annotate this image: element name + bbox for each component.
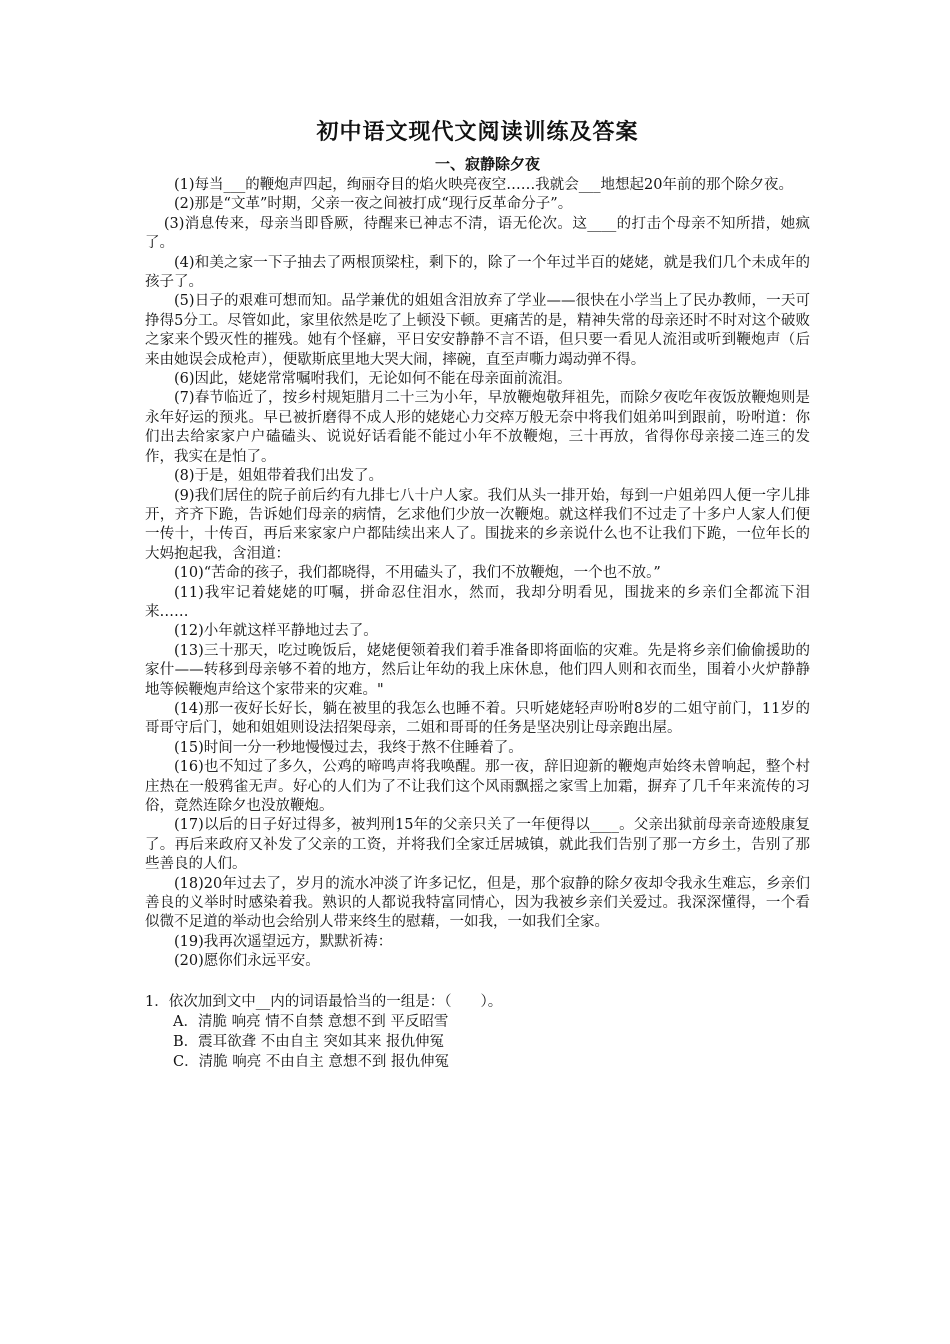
paragraph-3: (3)消息传来，母亲当即昏厥，待醒来已神志不清，语无伦次。这____的打击个母亲不知所措，她疯了。 (145, 215, 810, 252)
spacer (145, 972, 810, 992)
paragraph-15: (15)时间一分一秒地慢慢过去，我终于熬不住睡着了。 (174, 739, 523, 756)
paragraph-13: (13)三十那天，吃过晚饭后，姥姥便领着我们着手准备即将面临的灾难。先是将乡亲们偷偷援助的家什——转移到母亲够不着的地方，然后让年幼的我上床休息，他们四人则和衣而坐，围着小火炉静静地等候鞭炮声给这个家带来的灾难。" (145, 642, 810, 698)
paragraph-8: (8)于是，姐姐带着我们出发了。 (174, 468, 384, 485)
paragraph-11: (11)我牢记着姥姥的叮嘱，拼命忍住泪水，然而，我却分明看见，围拢来的乡亲们全都流下泪来…… (145, 584, 810, 620)
question-1: 1．依次加到文中__内的词语最恰当的一组是：（ ）。 (145, 993, 503, 1010)
paragraph-14: (14)那一夜好长好长，躺在被里的我怎么也睡不着。只听姥姥轻声吩咐8岁的二姐守前门，11岁的哥哥守后门，她和姐姐则设法招架母亲，二姐和哥哥的任务是坚决别让母亲跑出屋。 (145, 700, 810, 737)
option-b: B．震耳欲聋 不由自主 突如其来 报仇伸冤 (173, 1033, 444, 1050)
paragraph-12: (12)小年就这样平静地过去了。 (174, 623, 378, 640)
option-a: A．清脆 响亮 情不自禁 意想不到 平反昭雪 (173, 1013, 449, 1030)
paragraph-19: (19)我再次遥望远方，默默祈祷： (174, 933, 393, 950)
paragraph-1: (1)每当___的鞭炮声四起，绚丽夺目的焰火映亮夜空……我就会___地想起20年前的那个除夕夜。 (174, 177, 793, 193)
section-title: 一、寂静除夕夜 (434, 155, 540, 173)
paragraph-2: (2)那是“文革”时期，父亲一夜之间被打成“现行反革命分子”。 (174, 196, 573, 213)
document-title: 初中语文现代文阅读训练及答案 (316, 120, 639, 145)
paragraph-20: (20)愿你们永远平安。 (174, 953, 320, 970)
paragraph-4: (4)和美之家一下子抽去了两根顶梁柱，剩下的，除了一个年过半百的姥姥，就是我们几个未成年的孩子了。 (145, 254, 810, 291)
option-c: C．清脆 响亮 不由自主 意想不到 报仇伸冤 (173, 1053, 450, 1070)
paragraph-18: (18)20年过去了，岁月的流水冲淡了许多记忆，但是，那个寂静的除夕夜却令我永生难忘，乡亲们善良的义举时时感染着我。熟识的人都说我特富同情心，因为我被乡亲们关爱过。我深深懂得，一个看似微不足道的举动也会给别人带来终生的慰藉，一如我，一如我们全家。 (145, 875, 810, 931)
paragraph-10: (10)“苦命的孩子，我们都晓得，不用磕头了，我们不放鞭炮，一个也不放。” (174, 565, 661, 582)
paragraph-16: (16)也不知过了多久，公鸡的啼鸣声将我唤醒。那一夜，辞旧迎新的鞭炮声始终未曾响起，整个村庄热在一般鸦雀无声。好心的人们为了不让我们这个风雨飘摇之家雪上加霜，摒弃了几千年来流传的习俗，竟然连除夕也没放鞭炮。 (145, 759, 810, 814)
document-page (145, 118, 810, 1072)
paragraph-7: (7)春节临近了，按乡村规矩腊月二十三为小年，早放鞭炮敬拜祖先，而除夕夜吃年夜饭放鞭炮则是永年好运的预兆。早已被折磨得不成人形的姥姥心力交瘁万般无奈中将我们姐弟叫到跟前，吩咐道：你们出去给家家户户磕磕头、说说好话看能不能过小年不放鞭炮，三十再放，省得你母亲接二连三的发作，我实在是怕了。 (145, 390, 810, 465)
paragraph-9: (9)我们居住的院子前后约有九排七八十户人家。我们从头一排开始，每到一户姐弟四人便一字儿排开，齐齐下跪，告诉她们母亲的病情，乞求他们少放一次鞭炮。就这样我们不过走了十多户人家人们便一传十，十传百，再后来家家户户都陆续出来人了。围拢来的乡亲说什么也不让我们下跪，一位年长的大妈抱起我，含泪道： (145, 487, 810, 562)
paragraph-6: (6)因此，姥姥常常嘱咐我们，无论如何不能在母亲面前流泪。 (174, 371, 572, 388)
paragraph-5: (5)日子的艰难可想而知。品学兼优的姐姐含泪放弃了学业——很快在小学当上了民办教师，一天可挣得5分工。尽管如此，家里依然是吃了上顿没下顿。更痛苦的是，精神失常的母亲还时不时对这个破败之家来个毁灭性的摧残。她有个怪癖，平日安安静静不言不语，但只要一看见人流泪或听到鞭炮声（后来由她误会成枪声），便歇斯底里地大哭大闹，摔碗，直至声嘶力竭动弹不得。 (145, 293, 810, 368)
paragraph-17: (17)以后的日子好过得多，被判刑15年的父亲只关了一年便得以____。父亲出狱前母亲奇迹般康复了。再后来政府又补发了父亲的工资，并将我们全家迁居城镇，就此我们告别了那一方乡土，告别了那些善良的人们。 (145, 817, 810, 873)
